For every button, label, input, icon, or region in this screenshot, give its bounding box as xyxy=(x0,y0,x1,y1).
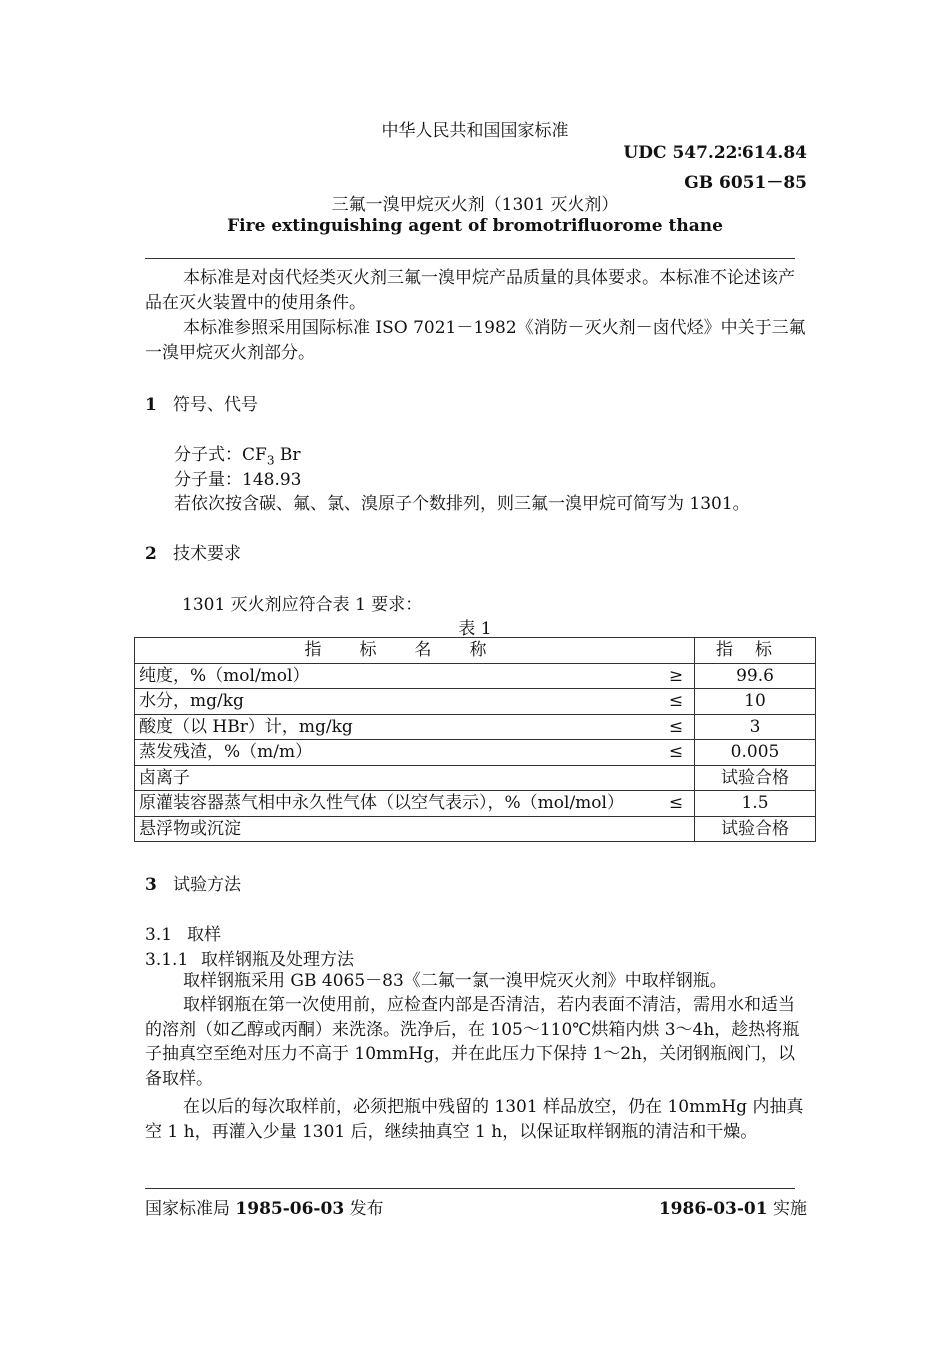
spec-value: 试验合格 xyxy=(695,816,816,842)
spec-operator xyxy=(658,816,695,842)
table-header-row xyxy=(135,638,816,664)
subsection-number: 3.1.1 xyxy=(145,950,189,970)
section-title: 试验方法 xyxy=(173,875,241,895)
method-paragraph-2: 取样钢瓶在第一次使用前，应检查内部是否清洁，若内表面不清洁，需用水和适当的溶剂（如乙醇或丙酮）来洗涤。洗净后，在 105～110℃烘箱内烘 3～4h，趁热将瓶子抽真空至绝对压力不高于 10mmHg，并在此压力下保持 1～2h，关闭钢瓶阀门，以备取样。 xyxy=(145,995,800,1089)
section-title: 符号、代号 xyxy=(173,395,258,415)
section-number: 3 xyxy=(145,875,157,895)
spec-operator: ≤ xyxy=(658,689,695,715)
spec-operator: ≤ xyxy=(658,791,695,817)
intro-paragraph-2: 本标准参照采用国际标准 ISO 7021－1982《消防－灭火剂－卤代烃》中关于三氟一溴甲烷灭火剂部分。 xyxy=(145,318,806,363)
formula-subscript: 3 xyxy=(266,453,275,468)
formula-label: 分子式： xyxy=(174,445,242,465)
footer-divider xyxy=(145,1188,795,1189)
document-title-en: Fire extinguishing agent of bromotrifluorome thane xyxy=(227,216,723,236)
molecular-formula xyxy=(174,440,300,467)
section-title: 技术要求 xyxy=(173,544,241,564)
spec-operator: ≤ xyxy=(658,714,695,740)
section-3-heading xyxy=(145,870,241,895)
spec-name: 纯度，%（mol/mol） xyxy=(135,663,659,689)
udc-code: UDC 547.22∶614.84 xyxy=(623,143,807,163)
table-row xyxy=(135,791,816,817)
section-number: 1 xyxy=(145,395,157,415)
issue-word: 发布 xyxy=(349,1199,384,1219)
table-row xyxy=(135,663,816,689)
issuer: 国家标准局 xyxy=(145,1199,230,1219)
standard-org-title: 中华人民共和国国家标准 xyxy=(381,121,569,141)
spec-value: 0.005 xyxy=(695,740,816,766)
spec-name: 卤离子 xyxy=(135,765,659,791)
requirements-lead: 1301 灭火剂应符合表 1 要求： xyxy=(182,595,423,615)
method-paragraph-1: 取样钢瓶采用 GB 4065－83《二氟一氯一溴甲烷灭火剂》中取样钢瓶。 xyxy=(183,971,727,991)
method-paragraph-3: 在以后的每次取样前，必须把瓶中残留的 1301 样品放空，仍在 10mmHg 内抽真空 1 h，再灌入少量 1301 后，继续抽真空 1 h，以保证取样钢瓶的清洁和干燥。 xyxy=(145,1097,804,1142)
spec-operator xyxy=(658,765,695,791)
formula-br: Br xyxy=(274,445,301,465)
section-number: 2 xyxy=(145,544,157,564)
issue-date: 1985-06-03 xyxy=(235,1199,345,1219)
intro-paragraph-1: 本标准是对卤代烃类灭火剂三氟一溴甲烷产品质量的具体要求。本标准不论述该产品在灭火装置中的使用条件。 xyxy=(145,268,795,313)
implementation-date: 1986-03-01 xyxy=(658,1199,768,1219)
spec-value: 99.6 xyxy=(695,663,816,689)
abbreviation-note: 若依次按含碳、氟、氯、溴原子个数排列，则三氟一溴甲烷可简写为 1301。 xyxy=(174,494,750,514)
table-row xyxy=(135,689,816,715)
spec-name: 蒸发残渣，%（m/m） xyxy=(135,740,659,766)
header-divider xyxy=(145,258,795,259)
table-row xyxy=(135,816,816,842)
table-caption: 表 1 xyxy=(458,619,492,639)
column-header-value: 指标 xyxy=(695,638,816,664)
molecular-mass: 分子量：148.93 xyxy=(174,470,302,490)
spec-value: 试验合格 xyxy=(695,765,816,791)
subsection-3-1-1-heading xyxy=(145,945,354,970)
subsection-3-1-heading xyxy=(145,920,221,945)
spec-name: 原灌装容器蒸气相中永久性气体（以空气表示），%（mol/mol） xyxy=(135,791,659,817)
subsection-title: 取样 xyxy=(187,925,221,945)
subsection-number: 3.1 xyxy=(145,925,173,945)
spec-value: 3 xyxy=(695,714,816,740)
formula-cf: CF xyxy=(242,445,267,465)
specification-table xyxy=(134,637,816,842)
implementation-info xyxy=(659,1194,807,1219)
section-2-heading xyxy=(145,539,241,564)
implementation-word: 实施 xyxy=(773,1199,807,1219)
table-row xyxy=(135,714,816,740)
document-title-cn: 三氟一溴甲烷灭火剂（1301 灭火剂） xyxy=(331,195,619,215)
gb-code: GB 6051－85 xyxy=(684,173,807,193)
subsection-title: 取样钢瓶及处理方法 xyxy=(201,950,354,970)
spec-name: 悬浮物或沉淀 xyxy=(135,816,659,842)
table-row xyxy=(135,740,816,766)
section-1-heading xyxy=(145,390,258,415)
spec-operator: ≥ xyxy=(658,663,695,689)
table-row xyxy=(135,765,816,791)
spec-operator: ≤ xyxy=(658,740,695,766)
spec-value: 10 xyxy=(695,689,816,715)
spec-name: 酸度（以 HBr）计，mg/kg xyxy=(135,714,659,740)
spec-value: 1.5 xyxy=(695,791,816,817)
column-header-name: 指标名称 xyxy=(135,638,695,664)
spec-name: 水分，mg/kg xyxy=(135,689,659,715)
issue-info xyxy=(145,1194,384,1219)
